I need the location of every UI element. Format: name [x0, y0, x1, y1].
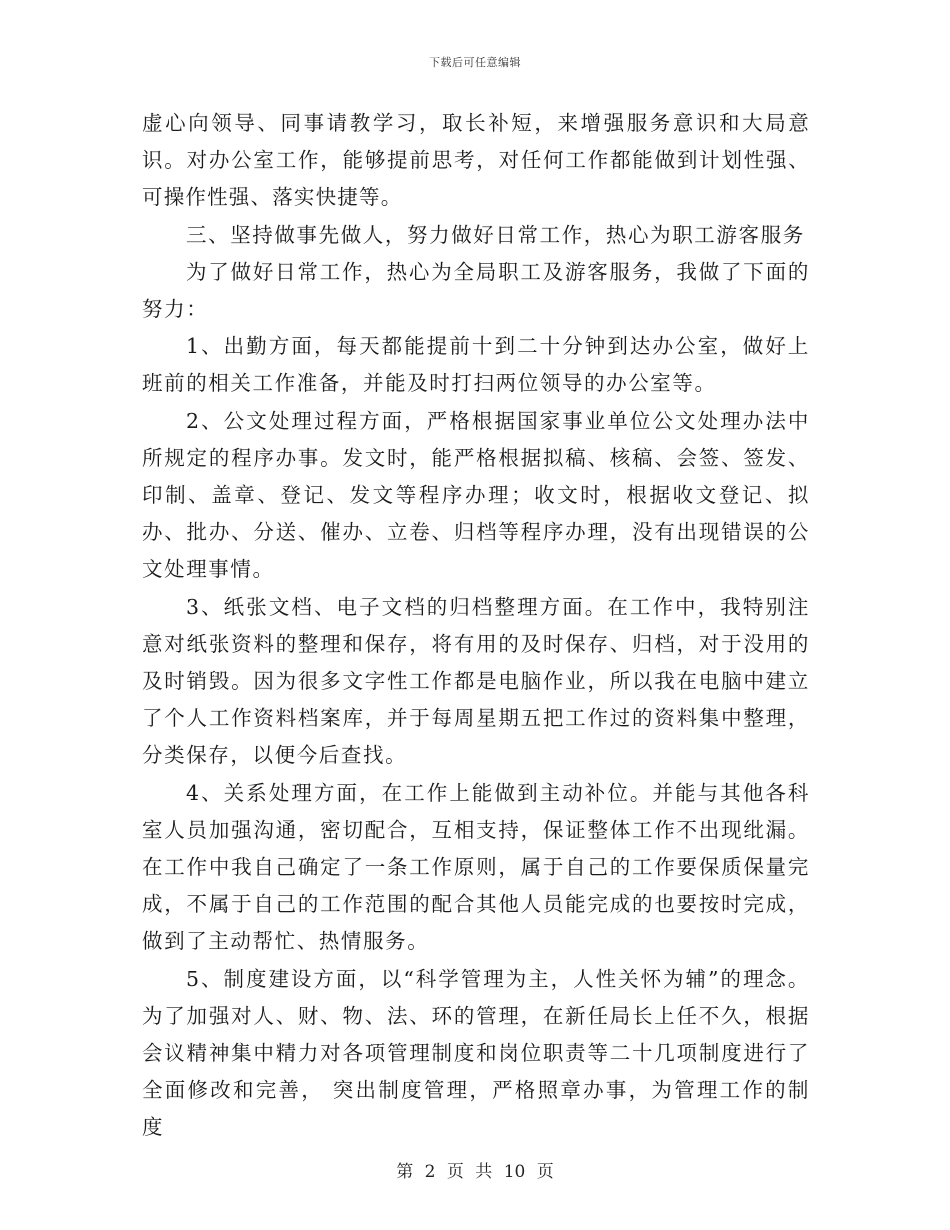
list-item-document-processing: 2、公文处理过程方面，严格根据国家事业单位公文处理办法中所规定的程序办事。发文时，能严格根据拟稿、核稿、会签、签发、印制、盖章、登记、发文等程序办理；收文时，根据收文登记、拟办、批办、分送、催办、立卷、归档等程序办理，没有出现错误的公文处理事情。 [142, 408, 810, 582]
list-item-attendance: 1、出勤方面，每天都能提前十到二十分钟到达办公室，做好上班前的相关工作准备，并能及时打扫两位领导的办公室等。 [142, 334, 810, 396]
list-item-archiving: 3、纸张文档、电子文档的归档整理方面。在工作中，我特别注意对纸张资料的整理和保存，将有用的及时保存、归档，对于没用的及时销毁。因为很多文字性工作都是电脑作业，所以我在电脑中建立了个人工作资料档案库，并于每周星期五把工作过的资料集中整理，分类保存，以便今后查找。 [142, 594, 810, 768]
paragraph: 为了做好日常工作，热心为全局职工及游客服务，我做了下面的努力： [142, 259, 810, 322]
list-item-relations: 4、关系处理方面，在工作上能做到主动补位。并能与其他各科室人员加强沟通，密切配合，互相支持，保证整体工作不出现纰漏。在工作中我自己确定了一条工作原则，属于自己的工作要保质保量完成，不属于自己的工作范围的配合其他人员能完成的也要按时完成，做到了主动帮忙、热情服务。 [142, 780, 810, 954]
list-item-system-building: 5、制度建设方面，以“科学管理为主，人性关怀为辅”的理念。为了加强对人、财、物、法、环的管理，在新任局长上任不久，根据会议精神集中精力对各项管理制度和岗位职责等二十几项制度进行了全面修改和完善， 突出制度管理，严格照章办事，为管理工作的制度 [142, 966, 810, 1140]
section-heading: 三、坚持做事先做人，努力做好日常工作，热心为职工游客服务 [186, 222, 805, 247]
page-header: 下载后可任意编辑 [429, 56, 521, 69]
page-footer: 第 2 页 共 10 页 [396, 1162, 554, 1182]
document-body [142, 105, 810, 1147]
paragraph: 虚心向领导、同事请教学习，取长补短，来增强服务意识和大局意识。对办公室工作，能够提前思考，对任何工作都能做到计划性强、可操作性强、落实快捷等。 [142, 111, 810, 210]
